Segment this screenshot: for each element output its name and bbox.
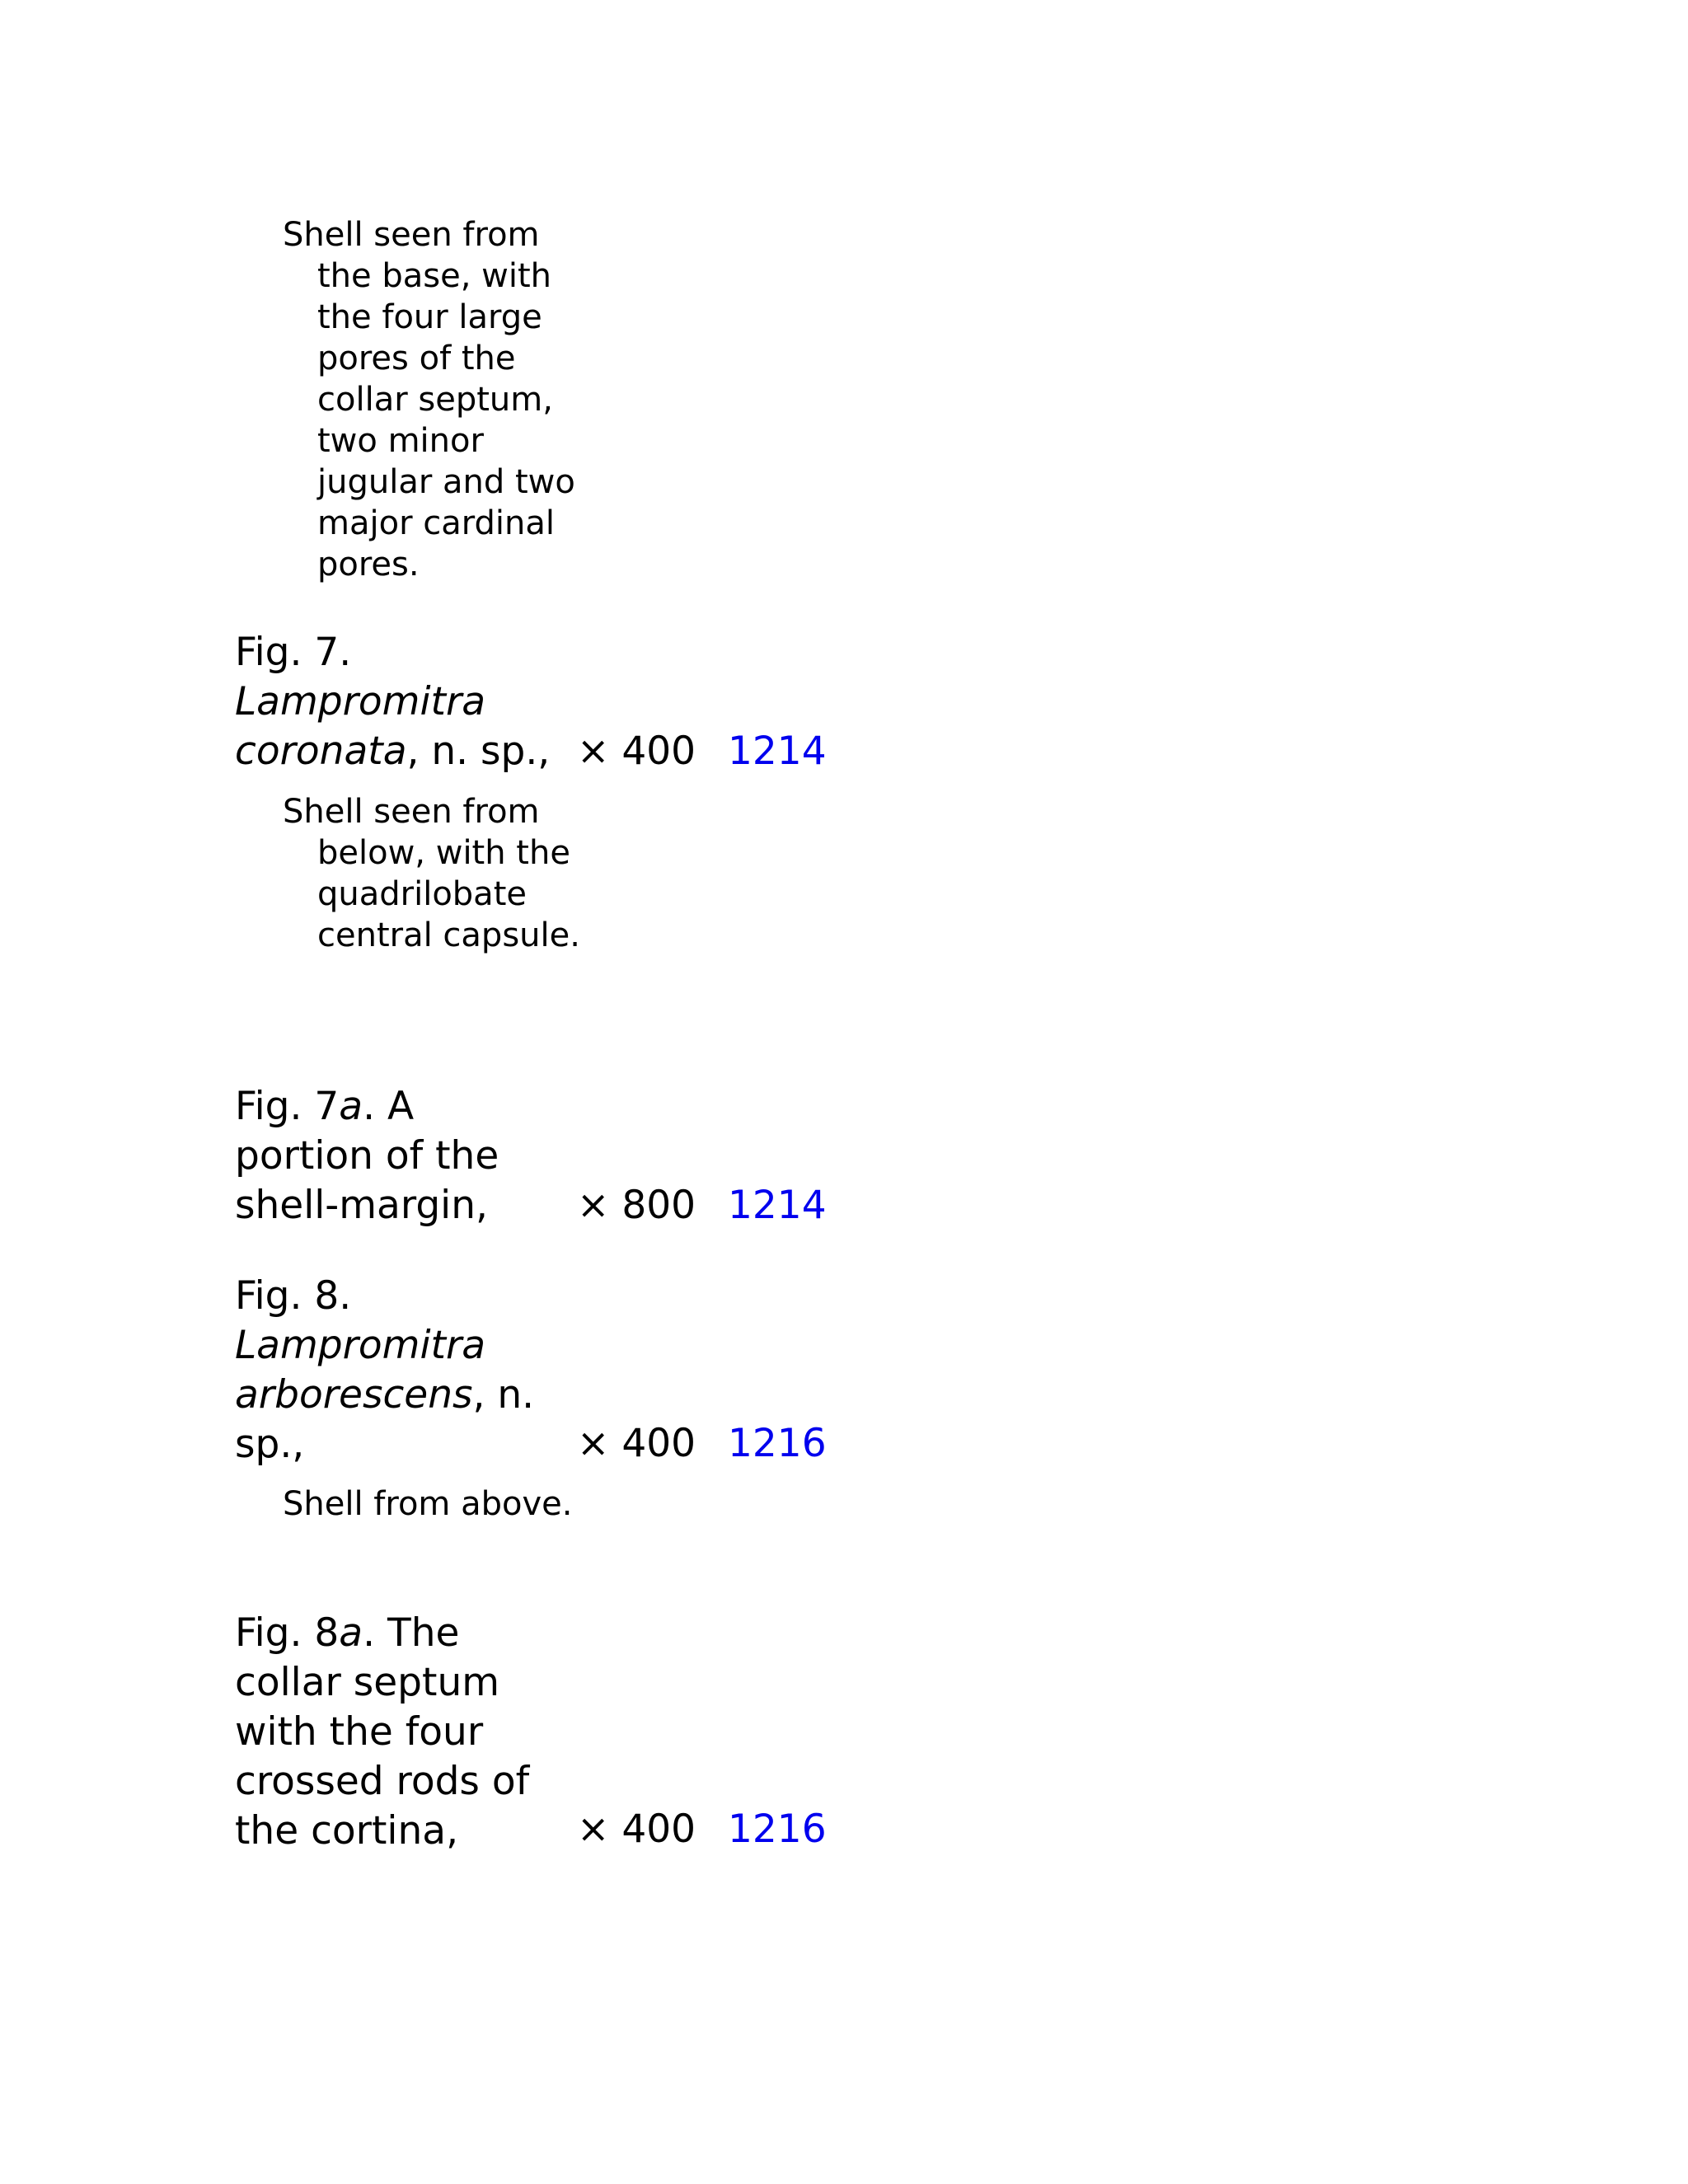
figure-label: Fig. 7 bbox=[235, 1084, 340, 1129]
figure-label: Fig. 8 bbox=[235, 1610, 340, 1656]
species-name: Lampromitra coronata bbox=[235, 679, 486, 774]
magnification: × 400 bbox=[577, 1421, 696, 1466]
magnification: × 400 bbox=[577, 729, 696, 774]
page-reference-link[interactable]: 1216 bbox=[728, 1807, 827, 1852]
figure-caption-fig-7a bbox=[235, 1082, 565, 1230]
figure-label: Fig. 8. bbox=[235, 1273, 352, 1319]
species-name: Lampromitra arborescens bbox=[235, 1323, 486, 1418]
caption-text: . A portion of the shell-margin, bbox=[235, 1084, 499, 1228]
figure-letter: a bbox=[339, 1610, 363, 1656]
page-reference-link[interactable]: 1214 bbox=[728, 729, 827, 774]
magnification: × 800 bbox=[577, 1183, 696, 1228]
figure-caption-fig-8a bbox=[235, 1609, 565, 1856]
figure-caption-fig-7 bbox=[235, 628, 565, 776]
figure-description: Shell from above. bbox=[283, 1485, 573, 1523]
figure-caption-fig-8 bbox=[235, 1272, 565, 1469]
figure-description: Shell seen from the base, with the four large pores of the collar septum, two minor jugular and two major cardinal pores. bbox=[283, 216, 575, 583]
figure-label: Fig. 7. bbox=[235, 630, 352, 675]
page-reference-link[interactable]: 1214 bbox=[728, 1183, 827, 1228]
species-suffix: , n. sp., bbox=[406, 729, 551, 774]
magnification: × 400 bbox=[577, 1807, 696, 1852]
caption-text: . The collar septum with the four crossed rods of the cortina, bbox=[235, 1610, 530, 1854]
figure-description: Shell seen from below, with the quadrilobate central capsule. bbox=[283, 793, 580, 954]
page-reference-link[interactable]: 1216 bbox=[728, 1421, 827, 1466]
species-suffix: , n. sp., bbox=[235, 1372, 535, 1467]
figure-letter: a bbox=[339, 1084, 363, 1129]
